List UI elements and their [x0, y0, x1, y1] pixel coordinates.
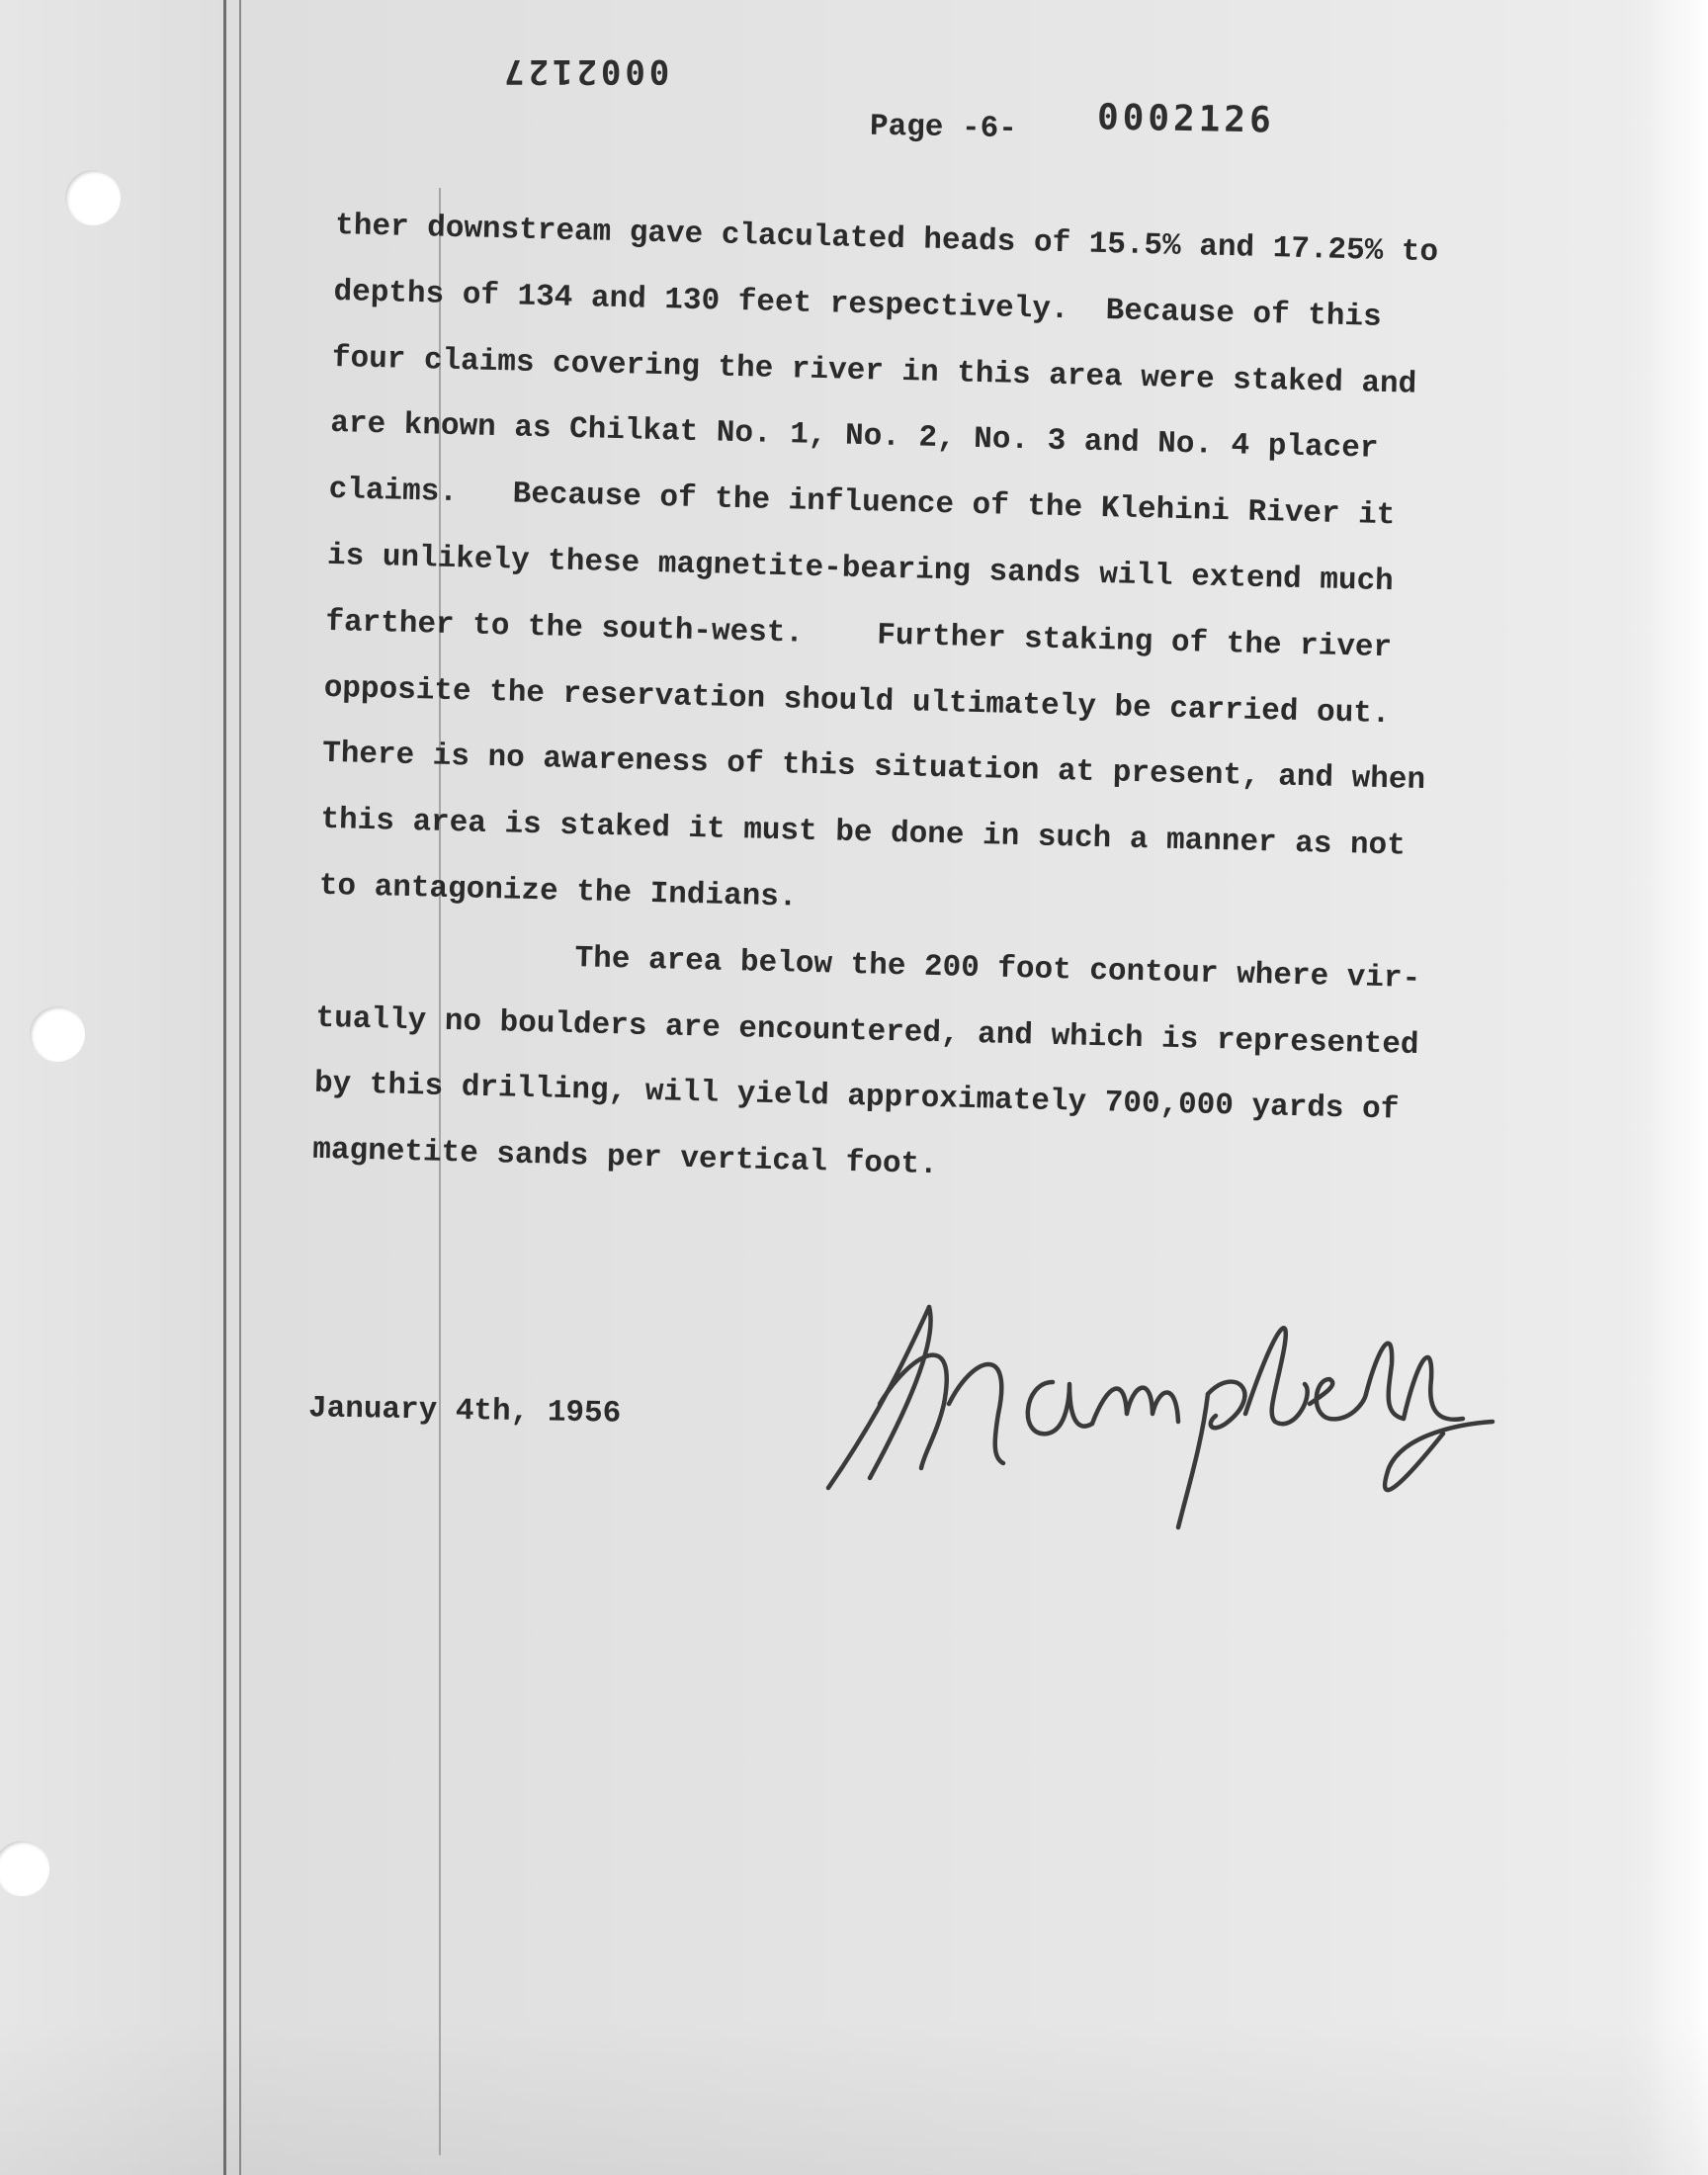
body-line: are known as Chilkat No. 1, No. 2, No. 3 and No. 4 placer [329, 406, 1379, 468]
body-line: this area is staked it must be done in such a manner as not [320, 802, 1407, 864]
binder-edge-line-inner [239, 0, 241, 2175]
body-line: four claims covering the river in this area were staked and [331, 340, 1417, 402]
body-line: The area below the 200 foot contour where vir- [316, 934, 1421, 997]
page-number-label: Page -6- [869, 109, 1018, 147]
punch-hole-top [65, 170, 121, 225]
page-edge-shading [1649, 0, 1708, 2175]
body-line: to antagonize the Indians. [318, 868, 798, 915]
body-line: magnetite sands per vertical foot. [311, 1132, 939, 1183]
document-date: January 4th, 1956 [307, 1391, 622, 1432]
body-line: farther to the south-west. Further staking of the river [324, 604, 1393, 666]
document-number-stamp: 0002126 [1096, 97, 1276, 141]
body-text [312, 194, 1572, 1212]
document-number-stamp-inverted: 0002127 [500, 51, 670, 91]
body-line: ther downstream gave claculated heads of 15.5% and 17.25% to [334, 208, 1439, 271]
body-line: opposite the reservation should ultimately be carried out. [323, 670, 1391, 732]
body-line: by this drilling, will yield approximately 700,000 yards of [313, 1067, 1400, 1128]
page-bottom-shading [0, 2017, 1708, 2175]
binder-edge-line [223, 0, 226, 2175]
body-line: There is no awareness of this situation at present, and when [321, 737, 1426, 799]
punch-hole-middle [30, 1006, 85, 1062]
body-line: claims. Because of the influence of the Klehini River it [328, 473, 1396, 534]
body-line: tually no boulders are encountered, and which is represented [315, 1000, 1419, 1063]
body-line: is unlikely these magnetite-bearing sands will extend much [326, 538, 1395, 600]
body-line: depths of 134 and 130 feet respectively. Because of this [333, 274, 1383, 335]
handwritten-signature [811, 1285, 1502, 1542]
punch-hole-bottom [0, 1841, 49, 1896]
